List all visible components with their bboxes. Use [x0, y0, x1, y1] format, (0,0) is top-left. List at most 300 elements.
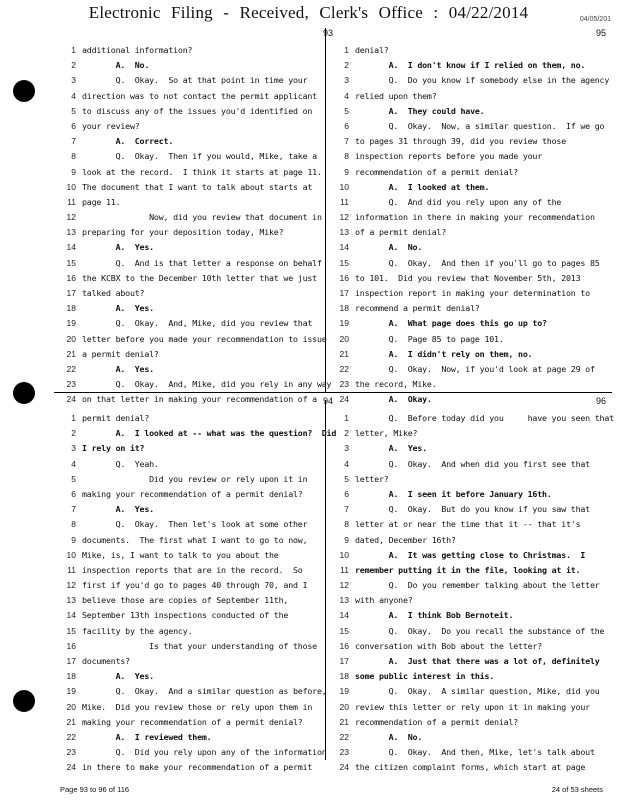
line-text: first if you'd go to pages 40 through 70, and I	[82, 580, 308, 591]
line-number: 12	[66, 580, 76, 591]
transcript-line	[58, 362, 343, 377]
line-text: Q. Okay. And, Mike, did you review that	[82, 318, 313, 329]
transcript-line	[331, 134, 616, 149]
line-number: 19	[66, 686, 76, 697]
line-text: talked about?	[82, 288, 145, 298]
line-text: Q. Yeah.	[82, 458, 159, 469]
transcript-line	[331, 256, 616, 271]
line-text: A. Yes.	[82, 671, 154, 682]
transcript-line	[58, 165, 343, 180]
transcript-line	[58, 332, 343, 347]
line-number: 14	[339, 610, 349, 621]
transcript-line	[331, 563, 616, 578]
line-text: Mike. Did you review those or rely upon them in	[82, 701, 313, 712]
line-text: A. I think Bob Bernoteit.	[355, 610, 514, 621]
line-number: 24	[339, 394, 349, 405]
transcript-line	[331, 426, 616, 441]
line-text: preparing for your deposition today, Mike?	[82, 227, 284, 238]
line-number: 20	[66, 701, 76, 712]
transcript-line	[331, 517, 616, 532]
line-number: 13	[66, 595, 76, 606]
transcript-line	[58, 715, 343, 730]
line-text: inspection report in making your determination to	[355, 288, 590, 298]
transcript-line	[331, 240, 616, 255]
line-number: 19	[66, 318, 76, 329]
line-number: 22	[66, 363, 76, 374]
line-text: The document that I want to talk about starts at	[82, 181, 313, 192]
transcript-line	[331, 472, 616, 487]
line-text: Q. And did you rely upon any of the	[355, 196, 562, 207]
line-text: A. Correct.	[82, 136, 174, 147]
transcript-line	[58, 502, 343, 517]
line-text: recommendation of a permit denial?	[355, 166, 519, 177]
line-text: Q. Page 85 to page 101.	[355, 333, 504, 344]
line-number: 20	[339, 701, 349, 712]
line-text: A. No.	[355, 731, 423, 742]
line-number: 2	[71, 428, 76, 439]
transcript-line	[58, 563, 343, 578]
line-number: 3	[71, 75, 76, 86]
transcript-line	[58, 487, 343, 502]
line-text: A. No.	[82, 60, 150, 71]
transcript-lines	[58, 411, 343, 776]
line-number: 6	[344, 488, 349, 499]
line-text: Q. Do you know if somebody else in the agency	[355, 75, 610, 86]
transcript-line	[58, 426, 343, 441]
transcript-line	[58, 149, 343, 164]
line-number: 4	[71, 458, 76, 469]
line-text: additional information?	[82, 45, 193, 55]
line-text: with anyone?	[355, 595, 413, 606]
line-number: 10	[66, 181, 76, 192]
line-number: 14	[66, 610, 76, 621]
transcript-line	[58, 377, 343, 392]
line-text: A. Yes.	[82, 242, 154, 253]
line-text: information in there in making your recommendation	[355, 212, 595, 223]
transcript-line	[331, 730, 616, 745]
line-number: 7	[344, 504, 349, 515]
line-text: in there to make your recommendation of a permit	[82, 762, 313, 773]
line-number: 13	[339, 595, 349, 606]
transcript-line	[331, 165, 616, 180]
page-number: 95	[595, 28, 606, 38]
line-number: 8	[71, 151, 76, 162]
line-number: 16	[66, 272, 76, 283]
transcript-line	[58, 347, 343, 362]
transcript-line	[58, 316, 343, 331]
line-text: A. I seen it before January 16th.	[355, 488, 552, 499]
line-number: 15	[66, 625, 76, 636]
line-number: 1	[71, 45, 76, 55]
line-number: 11	[67, 196, 76, 207]
line-number: 4	[71, 90, 76, 101]
line-text: the citizen complaint forms, which start at page	[355, 762, 586, 773]
line-number: 11	[67, 564, 76, 575]
line-text: A. I don't know if I relied on them, no.	[355, 60, 586, 71]
binder-hole-icon	[13, 382, 35, 404]
line-number: 21	[339, 348, 349, 359]
line-text: look at the record. I think it starts at page 11.	[82, 166, 322, 177]
transcript-line	[331, 715, 616, 730]
line-number: 17	[66, 288, 76, 298]
page-number: 96	[595, 396, 606, 406]
transcript-line	[331, 271, 616, 286]
line-number: 8	[344, 519, 349, 530]
line-number: 4	[344, 90, 349, 101]
line-number: 10	[66, 549, 76, 560]
binder-hole-icon	[13, 690, 35, 712]
line-text: recommend a permit denial?	[355, 303, 480, 314]
line-text: Did you review or rely upon it in	[82, 473, 308, 484]
transcript-line	[331, 548, 616, 563]
transcript-line	[58, 533, 343, 548]
line-number: 18	[66, 671, 76, 682]
transcript-line	[331, 225, 616, 240]
line-text: letter before you made your recommendation to issue	[82, 333, 327, 344]
transcript-line	[58, 301, 343, 316]
line-number: 6	[71, 488, 76, 499]
line-text: some public interest in this.	[355, 671, 495, 682]
line-number: 21	[339, 716, 349, 727]
transcript-line	[331, 684, 616, 699]
line-text: Q. Okay. Do you recall the substance of the	[355, 625, 605, 636]
line-number: 1	[344, 45, 349, 55]
line-number: 10	[339, 549, 349, 560]
transcript-line	[58, 210, 343, 225]
line-text: conversation with Bob about the letter?	[355, 640, 543, 651]
line-number: 6	[344, 120, 349, 131]
transcript-line	[58, 624, 343, 639]
transcript-line	[58, 411, 343, 426]
line-number: 16	[66, 640, 76, 651]
transcript-line	[331, 73, 616, 88]
transcript-line	[331, 639, 616, 654]
line-number: 16	[339, 272, 349, 283]
transcript-line	[331, 286, 616, 301]
line-text: to pages 31 through 39, did you review those	[355, 136, 566, 147]
transcript-line	[331, 332, 616, 347]
transcript-line	[331, 608, 616, 623]
line-number: 23	[66, 747, 76, 758]
line-text: Q. Okay. Then let's look at some other	[82, 519, 308, 530]
page-number: 93	[322, 28, 333, 38]
line-number: 5	[71, 473, 76, 484]
transcript-line	[58, 195, 343, 210]
sheet-count: 24 of 53 sheets	[551, 785, 603, 794]
line-number: 2	[344, 428, 349, 439]
line-text: A. I reviewed them.	[82, 731, 212, 742]
transcript-line	[331, 669, 616, 684]
line-number: 7	[71, 136, 76, 147]
line-number: 19	[339, 686, 349, 697]
line-number: 20	[66, 333, 76, 344]
line-text: remember putting it in the file, looking at it.	[355, 564, 581, 575]
line-text: facility by the agency.	[82, 625, 193, 636]
line-number: 17	[66, 656, 76, 666]
line-text: Q. Okay. A similar question, Mike, did you	[355, 686, 600, 697]
transcript-line	[331, 301, 616, 316]
transcript-lines	[331, 411, 616, 776]
transcript-line	[331, 441, 616, 456]
line-text: documents?	[82, 656, 130, 666]
transcript-line	[58, 73, 343, 88]
transcript-line	[331, 104, 616, 119]
transcript-line	[58, 608, 343, 623]
line-text: Q. Okay. And when did you first see that	[355, 458, 590, 469]
line-text: A. Yes.	[82, 363, 154, 374]
line-text: A. Yes.	[355, 443, 427, 454]
line-text: Q. Do you remember talking about the letter	[355, 580, 600, 591]
line-number: 18	[339, 671, 349, 682]
transcript-line	[331, 502, 616, 517]
line-text: relied upon them?	[355, 90, 437, 101]
line-number: 9	[71, 534, 76, 545]
line-text: review this letter or rely upon it in making your	[355, 701, 590, 712]
line-text: permit denial?	[82, 413, 150, 423]
transcript-line	[58, 472, 343, 487]
line-text: A. They could have.	[355, 105, 485, 116]
transcript-line	[58, 654, 343, 669]
line-text: Q. Before today did you have you seen that	[355, 413, 614, 423]
transcript-line	[58, 134, 343, 149]
line-number: 24	[339, 762, 349, 773]
transcript-line	[331, 654, 616, 669]
transcript-line	[331, 362, 616, 377]
line-number: 22	[66, 731, 76, 742]
transcript-line	[331, 180, 616, 195]
transcript-line	[331, 624, 616, 639]
line-text: September 13th inspections conducted of the	[82, 610, 289, 621]
line-number: 21	[66, 716, 76, 727]
line-number: 18	[66, 303, 76, 314]
transcript-line	[331, 210, 616, 225]
transcript-line	[58, 684, 343, 699]
transcript-line	[331, 119, 616, 134]
line-text: Q. And is that letter a response on behalf	[82, 257, 322, 268]
page-number: 94	[322, 396, 333, 406]
line-number: 23	[339, 379, 349, 390]
transcript-line	[331, 43, 616, 58]
line-number: 12	[339, 580, 349, 591]
line-text: A. I didn't rely on them, no.	[355, 348, 533, 359]
line-number: 9	[71, 166, 76, 177]
line-text: inspection reports before you made your	[355, 151, 543, 162]
transcript-line	[58, 271, 343, 286]
line-number: 5	[344, 105, 349, 116]
line-text: A. It was getting close to Christmas. I	[355, 549, 586, 560]
line-number: 11	[340, 564, 349, 575]
line-text: the record, Mike.	[355, 379, 437, 390]
transcript-line	[58, 593, 343, 608]
line-number: 14	[66, 242, 76, 253]
transcript-line	[331, 700, 616, 715]
line-number: 6	[71, 120, 76, 131]
line-text: Q. Okay. And a similar question as before,	[82, 686, 327, 697]
transcript-line	[58, 256, 343, 271]
line-text: on that letter in making your recommendation of a	[82, 394, 317, 405]
transcript-line	[331, 578, 616, 593]
transcript-line	[331, 745, 616, 760]
transcript-line	[58, 548, 343, 563]
transcript-line	[58, 89, 343, 104]
line-number: 14	[339, 242, 349, 253]
line-text: to 101. Did you review that November 5th, 2013	[355, 272, 581, 283]
transcript-line	[58, 180, 343, 195]
line-text: making your recommendation of a permit denial?	[82, 716, 303, 727]
transcript-line	[58, 58, 343, 73]
transcript-line	[58, 119, 343, 134]
line-number: 3	[344, 75, 349, 86]
line-number: 24	[66, 762, 76, 773]
line-text: your review?	[82, 120, 140, 131]
line-text: inspection reports that are in the record. So	[82, 564, 303, 575]
line-text: A. Just that there was a lot of, definitely	[355, 656, 600, 666]
line-text: documents. The first what I want to go to now,	[82, 534, 308, 545]
transcript-line	[331, 149, 616, 164]
line-text: the KCBX to the December 10th letter that we just	[82, 272, 317, 283]
line-text: recommendation of a permit denial?	[355, 716, 519, 727]
line-number: 2	[71, 60, 76, 71]
transcript-line	[331, 411, 616, 426]
line-text: page 11.	[82, 196, 121, 207]
line-number: 13	[339, 227, 349, 238]
line-number: 23	[339, 747, 349, 758]
line-text: a permit denial?	[82, 348, 159, 359]
line-number: 16	[339, 640, 349, 651]
transcript-lines	[58, 43, 343, 408]
transcript-line	[58, 225, 343, 240]
line-text: Mike, is, I want to talk to you about the	[82, 549, 279, 560]
line-text: letter?	[355, 473, 389, 484]
line-number: 10	[339, 181, 349, 192]
line-text: Q. Okay. Now, a similar question. If we go	[355, 120, 605, 131]
line-text: Is that your understanding of those	[82, 640, 317, 651]
line-text: dated, December 16th?	[355, 534, 456, 545]
line-number: 15	[339, 625, 349, 636]
line-number: 1	[71, 413, 76, 423]
line-text: A. No.	[355, 242, 423, 253]
page-range: Page 93 to 96 of 116	[60, 785, 130, 794]
line-number: 9	[344, 166, 349, 177]
line-text: letter, Mike?	[355, 428, 418, 439]
transcript-line	[331, 457, 616, 472]
transcript-line	[331, 487, 616, 502]
line-number: 22	[339, 731, 349, 742]
line-text: Q. Okay. And then, Mike, let's talk about	[355, 747, 595, 758]
line-number: 19	[339, 318, 349, 329]
line-number: 2	[344, 60, 349, 71]
transcript-page-block	[58, 396, 343, 773]
line-text: of a permit denial?	[355, 227, 447, 238]
transcript-line	[331, 316, 616, 331]
line-number: 4	[344, 458, 349, 469]
line-number: 24	[66, 394, 76, 405]
date-stamp: 04/05/201	[579, 16, 611, 23]
transcript-lines	[331, 43, 616, 408]
line-number: 17	[339, 288, 349, 298]
line-number: 3	[71, 443, 76, 454]
line-text: to discuss any of the issues you'd identified on	[82, 105, 313, 116]
line-text: A. Yes.	[82, 303, 154, 314]
line-number: 7	[71, 504, 76, 515]
line-number: 1	[344, 413, 349, 423]
transcript-line	[331, 593, 616, 608]
line-text: Q. Okay. And, Mike, did you rely in any way	[82, 379, 332, 390]
line-number: 23	[66, 379, 76, 390]
line-number: 9	[344, 534, 349, 545]
line-number: 5	[71, 105, 76, 116]
line-number: 18	[339, 303, 349, 314]
line-text: Q. Okay. And then if you'll go to pages 85	[355, 257, 600, 268]
transcript-line	[331, 195, 616, 210]
line-text: letter at or near the time that it -- that it's	[355, 519, 581, 530]
line-text: believe those are copies of September 11th,	[82, 595, 289, 606]
transcript-line	[58, 441, 343, 456]
transcript-line	[58, 286, 343, 301]
line-number: 12	[66, 212, 76, 223]
transcript-line	[58, 700, 343, 715]
line-number: 22	[339, 363, 349, 374]
line-text: Q. Okay. Then if you would, Mike, take a	[82, 151, 317, 162]
transcript-line	[331, 533, 616, 548]
transcript-line	[331, 89, 616, 104]
transcript-line	[58, 639, 343, 654]
transcript-line	[58, 745, 343, 760]
line-text: Q. Did you rely upon any of the information	[82, 747, 327, 758]
line-number: 7	[344, 136, 349, 147]
line-number: 5	[344, 473, 349, 484]
line-text: direction was to not contact the permit applicant	[82, 90, 317, 101]
transcript-line	[58, 240, 343, 255]
line-text: A. What page does this go up to?	[355, 318, 547, 329]
line-number: 15	[339, 257, 349, 268]
line-number: 12	[339, 212, 349, 223]
transcript-line	[58, 760, 343, 775]
line-text: A. Okay.	[355, 394, 432, 405]
line-number: 11	[340, 196, 349, 207]
filing-header: Electronic Filing - Received, Clerk's Office : 04/22/2014	[88, 3, 529, 22]
transcript-line	[331, 347, 616, 362]
line-number: 20	[339, 333, 349, 344]
line-number: 3	[344, 443, 349, 454]
line-number: 21	[66, 348, 76, 359]
line-text: Q. Okay. But do you know if you saw that	[355, 504, 590, 515]
transcript-line	[58, 578, 343, 593]
line-number: 17	[339, 656, 349, 666]
line-text: Q. Okay. So at that point in time your	[82, 75, 308, 86]
binder-hole-icon	[13, 80, 35, 102]
transcript-line	[331, 760, 616, 775]
transcript-line	[58, 43, 343, 58]
transcript-line	[58, 517, 343, 532]
line-text: making your recommendation of a permit denial?	[82, 488, 303, 499]
transcript-line	[58, 669, 343, 684]
line-text: Q. Okay. Now, if you'd look at page 29 of	[355, 363, 595, 374]
transcript-line	[58, 104, 343, 119]
line-text: denial?	[355, 45, 389, 55]
line-number: 15	[66, 257, 76, 268]
line-text: A. Yes.	[82, 504, 154, 515]
line-number: 8	[71, 519, 76, 530]
line-text: A. I looked at -- what was the question? Did	[82, 428, 337, 439]
transcript-line	[331, 58, 616, 73]
line-text: I rely on it?	[82, 443, 145, 454]
line-text: Now, did you review that document in	[82, 212, 322, 223]
line-number: 13	[66, 227, 76, 238]
line-text: A. I looked at them.	[355, 181, 490, 192]
transcript-page-block	[331, 396, 616, 773]
transcript-line	[331, 377, 616, 392]
